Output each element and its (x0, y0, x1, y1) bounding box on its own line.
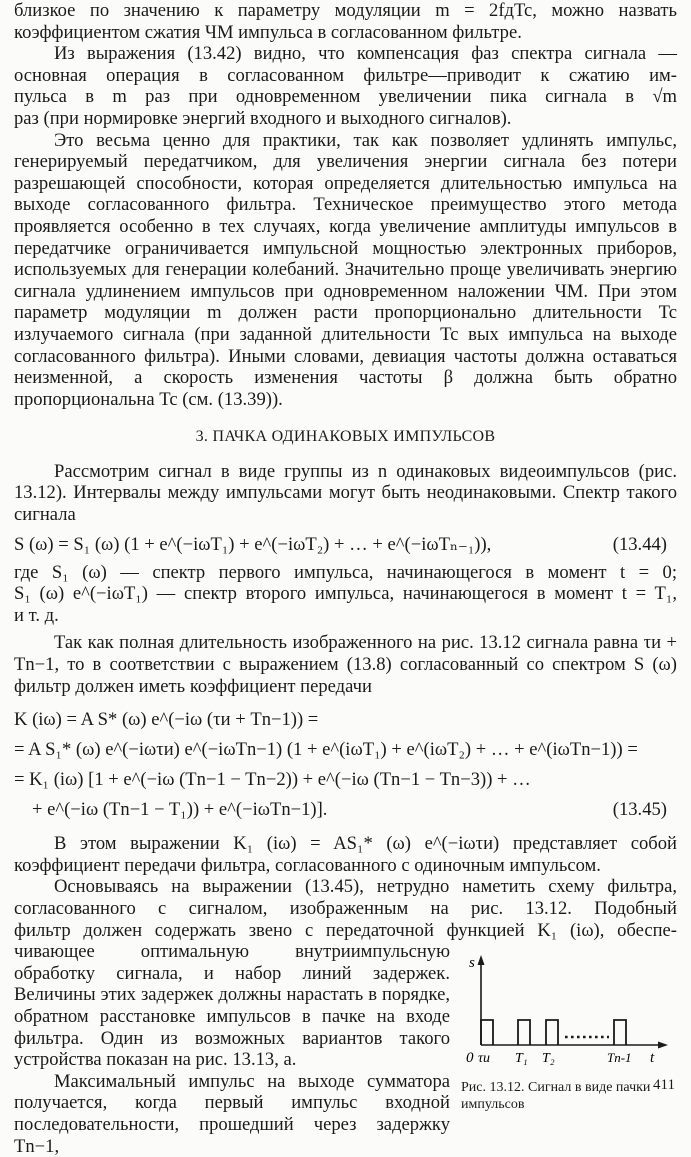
tick-label-tau: τи (478, 1051, 491, 1067)
pulse-3 (546, 1020, 558, 1045)
text-line: согласованного с сигналом, изображенным на рис. 13.12. Подобный (14, 898, 677, 919)
pulse-train-plot (461, 941, 686, 1071)
equation-text: = K₁ (iω) [1 + e^(−iω (Tn−1 − Tn−2)) + e^(−iω (Tn−1 − Tn−3)) + … (14, 769, 531, 791)
paragraph-continuation (14, 0, 677, 43)
equation-line (14, 705, 677, 735)
text-line: близкое по значению к параметру модуляции m = 2fдTc, можно назвать (14, 0, 677, 21)
text-line: Основываясь на выражении (13.45), нетрудно наметить схему фильтра, (54, 876, 677, 898)
origin-label: 0 (466, 1050, 474, 1067)
equation-line (14, 765, 677, 795)
equation-number: (13.45) (612, 799, 667, 821)
page-number: 411 (653, 1077, 675, 1093)
paragraph-max-pulse: Максимальный импульс на выходе сумматора получается, когда первый импульс входной последовательности, прошедший через задержку Tn−1, (14, 1070, 450, 1157)
equation-body: S (ω) = S₁ (ω) (1 + e^(−iωT₁) + e^(−iωT₂) + … + e^(−iωTₙ₋₁)), (14, 533, 492, 555)
text-line: коэффициентом сжатия ЧМ импульса в согласованном фильтре. (14, 21, 522, 43)
paragraph-practical-value: Это весьма ценно для практики, так как позволяет удлинять импульс, генерируемый передатчиком, для увеличения энергии сигнала без потери разрешающей способности, которая определяется длительностью импульса на выходе согласованного фильтра. Техническое преимущество этого метода проявляется особенно в тех случаях, когда увеличение амплитуды импульсов в передатчике ограничивается импульсной мощностью электронных приборов, используемых для генерации колебаний. Значительно проще увеличивать энергию сигнала удлинением импульсов при одновременном наложении ЧМ. При этом параметр модуляции m должен расти пропорционально длительности Tc излучаемого сигнала (при заданной длительности Tc вых импульса на выходе согласованного фильтра). Иными словами, девиация частоты должна оставаться неизменной, а скорость изменения частоты β должна быть обратно пропорциональна Tc (см. (13.39)). (14, 129, 677, 410)
equation-number: (13.44) (612, 533, 667, 555)
tick-label-tn1: Tn-1 (607, 1050, 632, 1066)
tick-label-t1: T₁ (515, 1051, 528, 1067)
section-heading: 3. ПАЧКА ОДИНАКОВЫХ ИМПУЛЬСОВ (195, 428, 496, 446)
text-line: где S₁ (ω) — спектр первого импульса, начинающегося в момент t = 0; (14, 561, 677, 583)
left-column (14, 941, 450, 1157)
paragraph-transfer-coefficient: Так как полная длительность изображенного на рис. 13.12 сигнала равна τи + Tn−1, то в соответствии с выражением (13.8) согласованный со спектром S (ω) фильтр должен иметь коэффициент передачи (14, 632, 677, 697)
text-line: раз (при нормировке энергий входного и выходного сигналов). (14, 107, 512, 129)
text-line: Из выражения (13.42) видно, что компенсация фаз спектра сигнала — (54, 43, 677, 65)
paragraph-phase-compensation (14, 43, 677, 129)
equation-13-45 (14, 705, 677, 825)
tick-label-t: t (650, 1050, 655, 1067)
paragraph-pulse-group: Рассмотрим сигнал в виде группы из n одинаковых видеоимпульсов (рис. 13.12). Интервалы между импульсами могут быть неодинаковыми. Спектр такого сигнала (14, 460, 677, 526)
text-line: основная операция в согласованном фильтре—приводит к сжатию им- (14, 64, 677, 86)
tick-label-t2: T₂ (542, 1051, 555, 1067)
pulse-n (614, 1020, 626, 1045)
page (14, 0, 677, 1157)
paragraph-filter-scheme-cont: чивающее оптимальную внутриимпульсную обработку сигнала, и набор линий задержек. Величины этих задержек должны нарастать в порядке, обратном расстановке импульсов в пачке на входе фильтра. Один из возможных вариантов такого устройства показан на рис. 13.13, а. (14, 941, 450, 1071)
pulse-2 (518, 1020, 530, 1045)
equation-line (14, 735, 677, 765)
equation-text: = A S₁* (ω) e^(−iωτи) e^(−iωTn−1) (1 + e^(iωT₁) + e^(iωT₂) + … + e^(iωTn−1)) = (14, 739, 638, 761)
paragraph-filter-scheme (14, 876, 677, 941)
text-line: пульса в m раз при одновременном увеличении пика сигнала в √m (14, 86, 677, 108)
equation-text: K (iω) = A S* (ω) e^(−iω (τи + Tn−1)) = (14, 709, 319, 731)
text-line: фильтр должен содержать звено с передаточной функцией K₁ (iω), обеспе- (14, 919, 677, 941)
equation-line (14, 795, 677, 825)
text-line: и т. д. (14, 604, 59, 626)
pulse-1 (481, 1020, 493, 1045)
y-axis-label: s (469, 955, 475, 972)
figure-caption: Рис. 13.12. Сигнал в виде пачки импульсов (461, 1079, 651, 1112)
x-axis-arrow (658, 1042, 668, 1049)
paragraph-single-pulse-filter: В этом выражении K₁ (iω) = AS₁* (ω) e^(−iωτи) представляет собой коэффициент передачи фильтра, согласованного с одиночным импульсом. (14, 833, 677, 876)
y-axis-arrow (478, 955, 485, 965)
text-line: S₁ (ω) e^(−iωT₁) — спектр второго импульса, начинающегося в момент t = T₁, (14, 583, 677, 605)
equation-13-44 (14, 532, 677, 558)
equation-text: + e^(−iω (Tn−1 − T₁)) + e^(−iωTn−1)]. (32, 799, 328, 821)
paragraph-spectrum-definitions (14, 562, 677, 627)
text-with-figure (14, 941, 677, 1157)
